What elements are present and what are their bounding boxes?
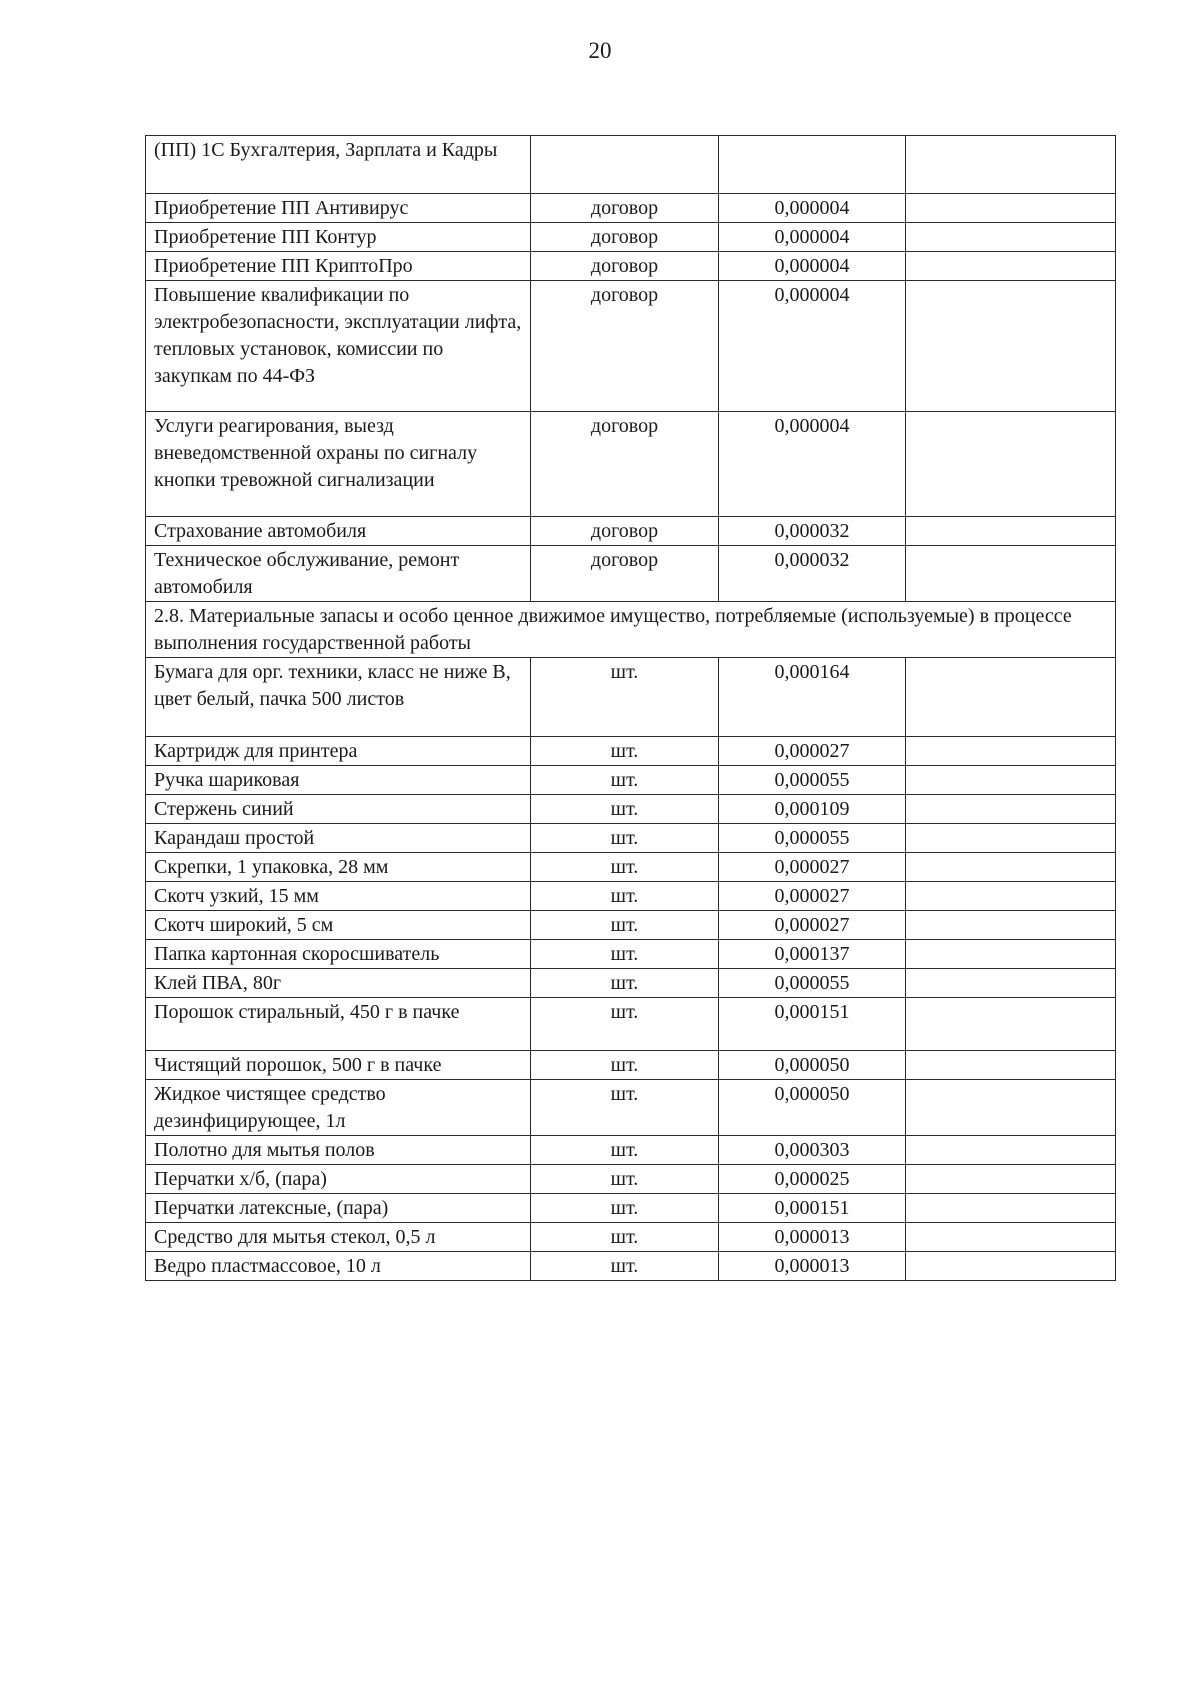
empty-cell — [906, 998, 1116, 1051]
item-name-cell: Папка картонная скоросшиватель — [146, 940, 531, 969]
table-row — [146, 1194, 1116, 1223]
table-row — [146, 824, 1116, 853]
norm-value-cell: 0,000151 — [719, 1194, 906, 1223]
table-row — [146, 940, 1116, 969]
empty-cell — [906, 281, 1116, 412]
table-row — [146, 223, 1116, 252]
norm-value-cell: 0,000027 — [719, 853, 906, 882]
item-name-cell: Перчатки х/б, (пара) — [146, 1165, 531, 1194]
item-name-cell: Полотно для мытья полов — [146, 1136, 531, 1165]
table-row — [146, 911, 1116, 940]
norm-value-cell: 0,000027 — [719, 911, 906, 940]
item-name-cell: Чистящий порошок, 500 г в пачке — [146, 1051, 531, 1080]
empty-cell — [906, 1080, 1116, 1136]
table-row — [146, 1223, 1116, 1252]
unit-cell: договор — [531, 412, 719, 517]
norm-value-cell: 0,000004 — [719, 281, 906, 412]
norm-value-cell: 0,000137 — [719, 940, 906, 969]
empty-cell — [906, 517, 1116, 546]
item-name-cell: Приобретение ПП Контур — [146, 223, 531, 252]
item-name-cell: Средство для мытья стекол, 0,5 л — [146, 1223, 531, 1252]
empty-cell — [906, 546, 1116, 602]
item-name-cell: Жидкое чистящее средство дезинфицирующее, 1л — [146, 1080, 531, 1136]
unit-cell: договор — [531, 194, 719, 223]
empty-cell — [906, 1194, 1116, 1223]
unit-cell: шт. — [531, 737, 719, 766]
item-name-cell: Скрепки, 1 упаковка, 28 мм — [146, 853, 531, 882]
item-name-cell: Скотч узкий, 15 мм — [146, 882, 531, 911]
table-row — [146, 998, 1116, 1051]
empty-cell — [906, 1223, 1116, 1252]
norm-value-cell: 0,000050 — [719, 1080, 906, 1136]
unit-cell: договор — [531, 223, 719, 252]
unit-cell: шт. — [531, 853, 719, 882]
norm-value-cell: 0,000055 — [719, 766, 906, 795]
empty-cell — [906, 1165, 1116, 1194]
empty-cell — [906, 737, 1116, 766]
table-row — [146, 737, 1116, 766]
table-row — [146, 136, 1116, 194]
unit-cell: договор — [531, 281, 719, 412]
unit-cell: шт. — [531, 1194, 719, 1223]
norm-value-cell: 0,000109 — [719, 795, 906, 824]
item-name-cell: (ПП) 1С Бухгалтерия, Зарплата и Кадры — [146, 136, 531, 194]
table-row — [146, 853, 1116, 882]
table-row — [146, 1136, 1116, 1165]
unit-cell: шт. — [531, 969, 719, 998]
item-name-cell: Страхование автомобиля — [146, 517, 531, 546]
unit-cell: шт. — [531, 824, 719, 853]
table-row — [146, 1051, 1116, 1080]
norm-value-cell: 0,000004 — [719, 412, 906, 517]
unit-cell: договор — [531, 546, 719, 602]
item-name-cell: Порошок стиральный, 450 г в пачке — [146, 998, 531, 1051]
unit-cell: шт. — [531, 1165, 719, 1194]
empty-cell — [906, 252, 1116, 281]
item-name-cell: Перчатки латексные, (пара) — [146, 1194, 531, 1223]
empty-cell — [906, 1051, 1116, 1080]
norm-value-cell: 0,000164 — [719, 658, 906, 737]
norm-value-cell: 0,000027 — [719, 737, 906, 766]
item-name-cell: Скотч широкий, 5 см — [146, 911, 531, 940]
empty-cell — [906, 824, 1116, 853]
unit-cell: шт. — [531, 911, 719, 940]
table-row — [146, 194, 1116, 223]
table-row — [146, 281, 1116, 412]
unit-cell: шт. — [531, 1051, 719, 1080]
empty-cell — [906, 194, 1116, 223]
item-name-cell: Приобретение ПП КриптоПро — [146, 252, 531, 281]
unit-cell: шт. — [531, 795, 719, 824]
unit-cell: шт. — [531, 882, 719, 911]
item-name-cell: Повышение квалификации по электробезопасности, эксплуатации лифта, тепловых установок, комиссии по закупкам по 44-ФЗ — [146, 281, 531, 412]
empty-cell — [906, 940, 1116, 969]
item-name-cell: Ручка шариковая — [146, 766, 531, 795]
item-name-cell: Карандаш простой — [146, 824, 531, 853]
item-name-cell: Стержень синий — [146, 795, 531, 824]
table-row — [146, 517, 1116, 546]
norm-value-cell: 0,000004 — [719, 223, 906, 252]
item-name-cell: Картридж для принтера — [146, 737, 531, 766]
empty-cell — [906, 795, 1116, 824]
unit-cell: шт. — [531, 1223, 719, 1252]
table-row — [146, 412, 1116, 517]
norm-value-cell: 0,000055 — [719, 969, 906, 998]
empty-cell — [906, 882, 1116, 911]
unit-cell: шт. — [531, 940, 719, 969]
unit-cell: договор — [531, 252, 719, 281]
item-name-cell: Клей ПВА, 80г — [146, 969, 531, 998]
page-number: 20 — [588, 38, 612, 63]
empty-cell — [906, 136, 1116, 194]
norm-value-cell: 0,000151 — [719, 998, 906, 1051]
norm-value-cell: 0,000004 — [719, 252, 906, 281]
empty-cell — [906, 1252, 1116, 1281]
norm-value-cell: 0,000303 — [719, 1136, 906, 1165]
table-row — [146, 882, 1116, 911]
table-row — [146, 658, 1116, 737]
norm-value-cell: 0,000032 — [719, 517, 906, 546]
table-row — [146, 546, 1116, 602]
unit-cell: договор — [531, 517, 719, 546]
norms-table-body — [146, 136, 1116, 1281]
item-name-cell: Услуги реагирования, выезд вневедомственной охраны по сигналу кнопки тревожной сигнализации — [146, 412, 531, 517]
unit-cell: шт. — [531, 1080, 719, 1136]
norm-value-cell: 0,000032 — [719, 546, 906, 602]
item-name-cell: Техническое обслуживание, ремонт автомобиля — [146, 546, 531, 602]
norm-value-cell: 0,000013 — [719, 1223, 906, 1252]
empty-cell — [906, 853, 1116, 882]
empty-cell — [906, 911, 1116, 940]
section-row — [146, 602, 1116, 658]
table-row — [146, 1165, 1116, 1194]
norm-value-cell: 0,000050 — [719, 1051, 906, 1080]
unit-cell: шт. — [531, 1136, 719, 1165]
empty-cell — [906, 969, 1116, 998]
item-name-cell: Приобретение ПП Антивирус — [146, 194, 531, 223]
item-name-cell: Ведро пластмассовое, 10 л — [146, 1252, 531, 1281]
unit-cell: шт. — [531, 766, 719, 795]
norm-value-cell — [719, 136, 906, 194]
table-row — [146, 252, 1116, 281]
empty-cell — [906, 223, 1116, 252]
empty-cell — [906, 1136, 1116, 1165]
norm-value-cell: 0,000055 — [719, 824, 906, 853]
unit-cell: шт. — [531, 1252, 719, 1281]
table-row — [146, 795, 1116, 824]
norm-value-cell: 0,000013 — [719, 1252, 906, 1281]
unit-cell: шт. — [531, 998, 719, 1051]
norms-table — [145, 135, 1116, 1281]
norm-value-cell: 0,000027 — [719, 882, 906, 911]
norm-value-cell: 0,000025 — [719, 1165, 906, 1194]
table-row — [146, 766, 1116, 795]
empty-cell — [906, 412, 1116, 517]
empty-cell — [906, 658, 1116, 737]
section-heading: 2.8. Материальные запасы и особо ценное движимое имущество, потребляемые (используемые) в процессе выполнения государственной работы — [146, 602, 1116, 658]
empty-cell — [906, 766, 1116, 795]
table-row — [146, 969, 1116, 998]
item-name-cell: Бумага для орг. техники, класс не ниже В, цвет белый, пачка 500 листов — [146, 658, 531, 737]
unit-cell — [531, 136, 719, 194]
table-row — [146, 1252, 1116, 1281]
table-row — [146, 1080, 1116, 1136]
unit-cell: шт. — [531, 658, 719, 737]
norm-value-cell: 0,000004 — [719, 194, 906, 223]
